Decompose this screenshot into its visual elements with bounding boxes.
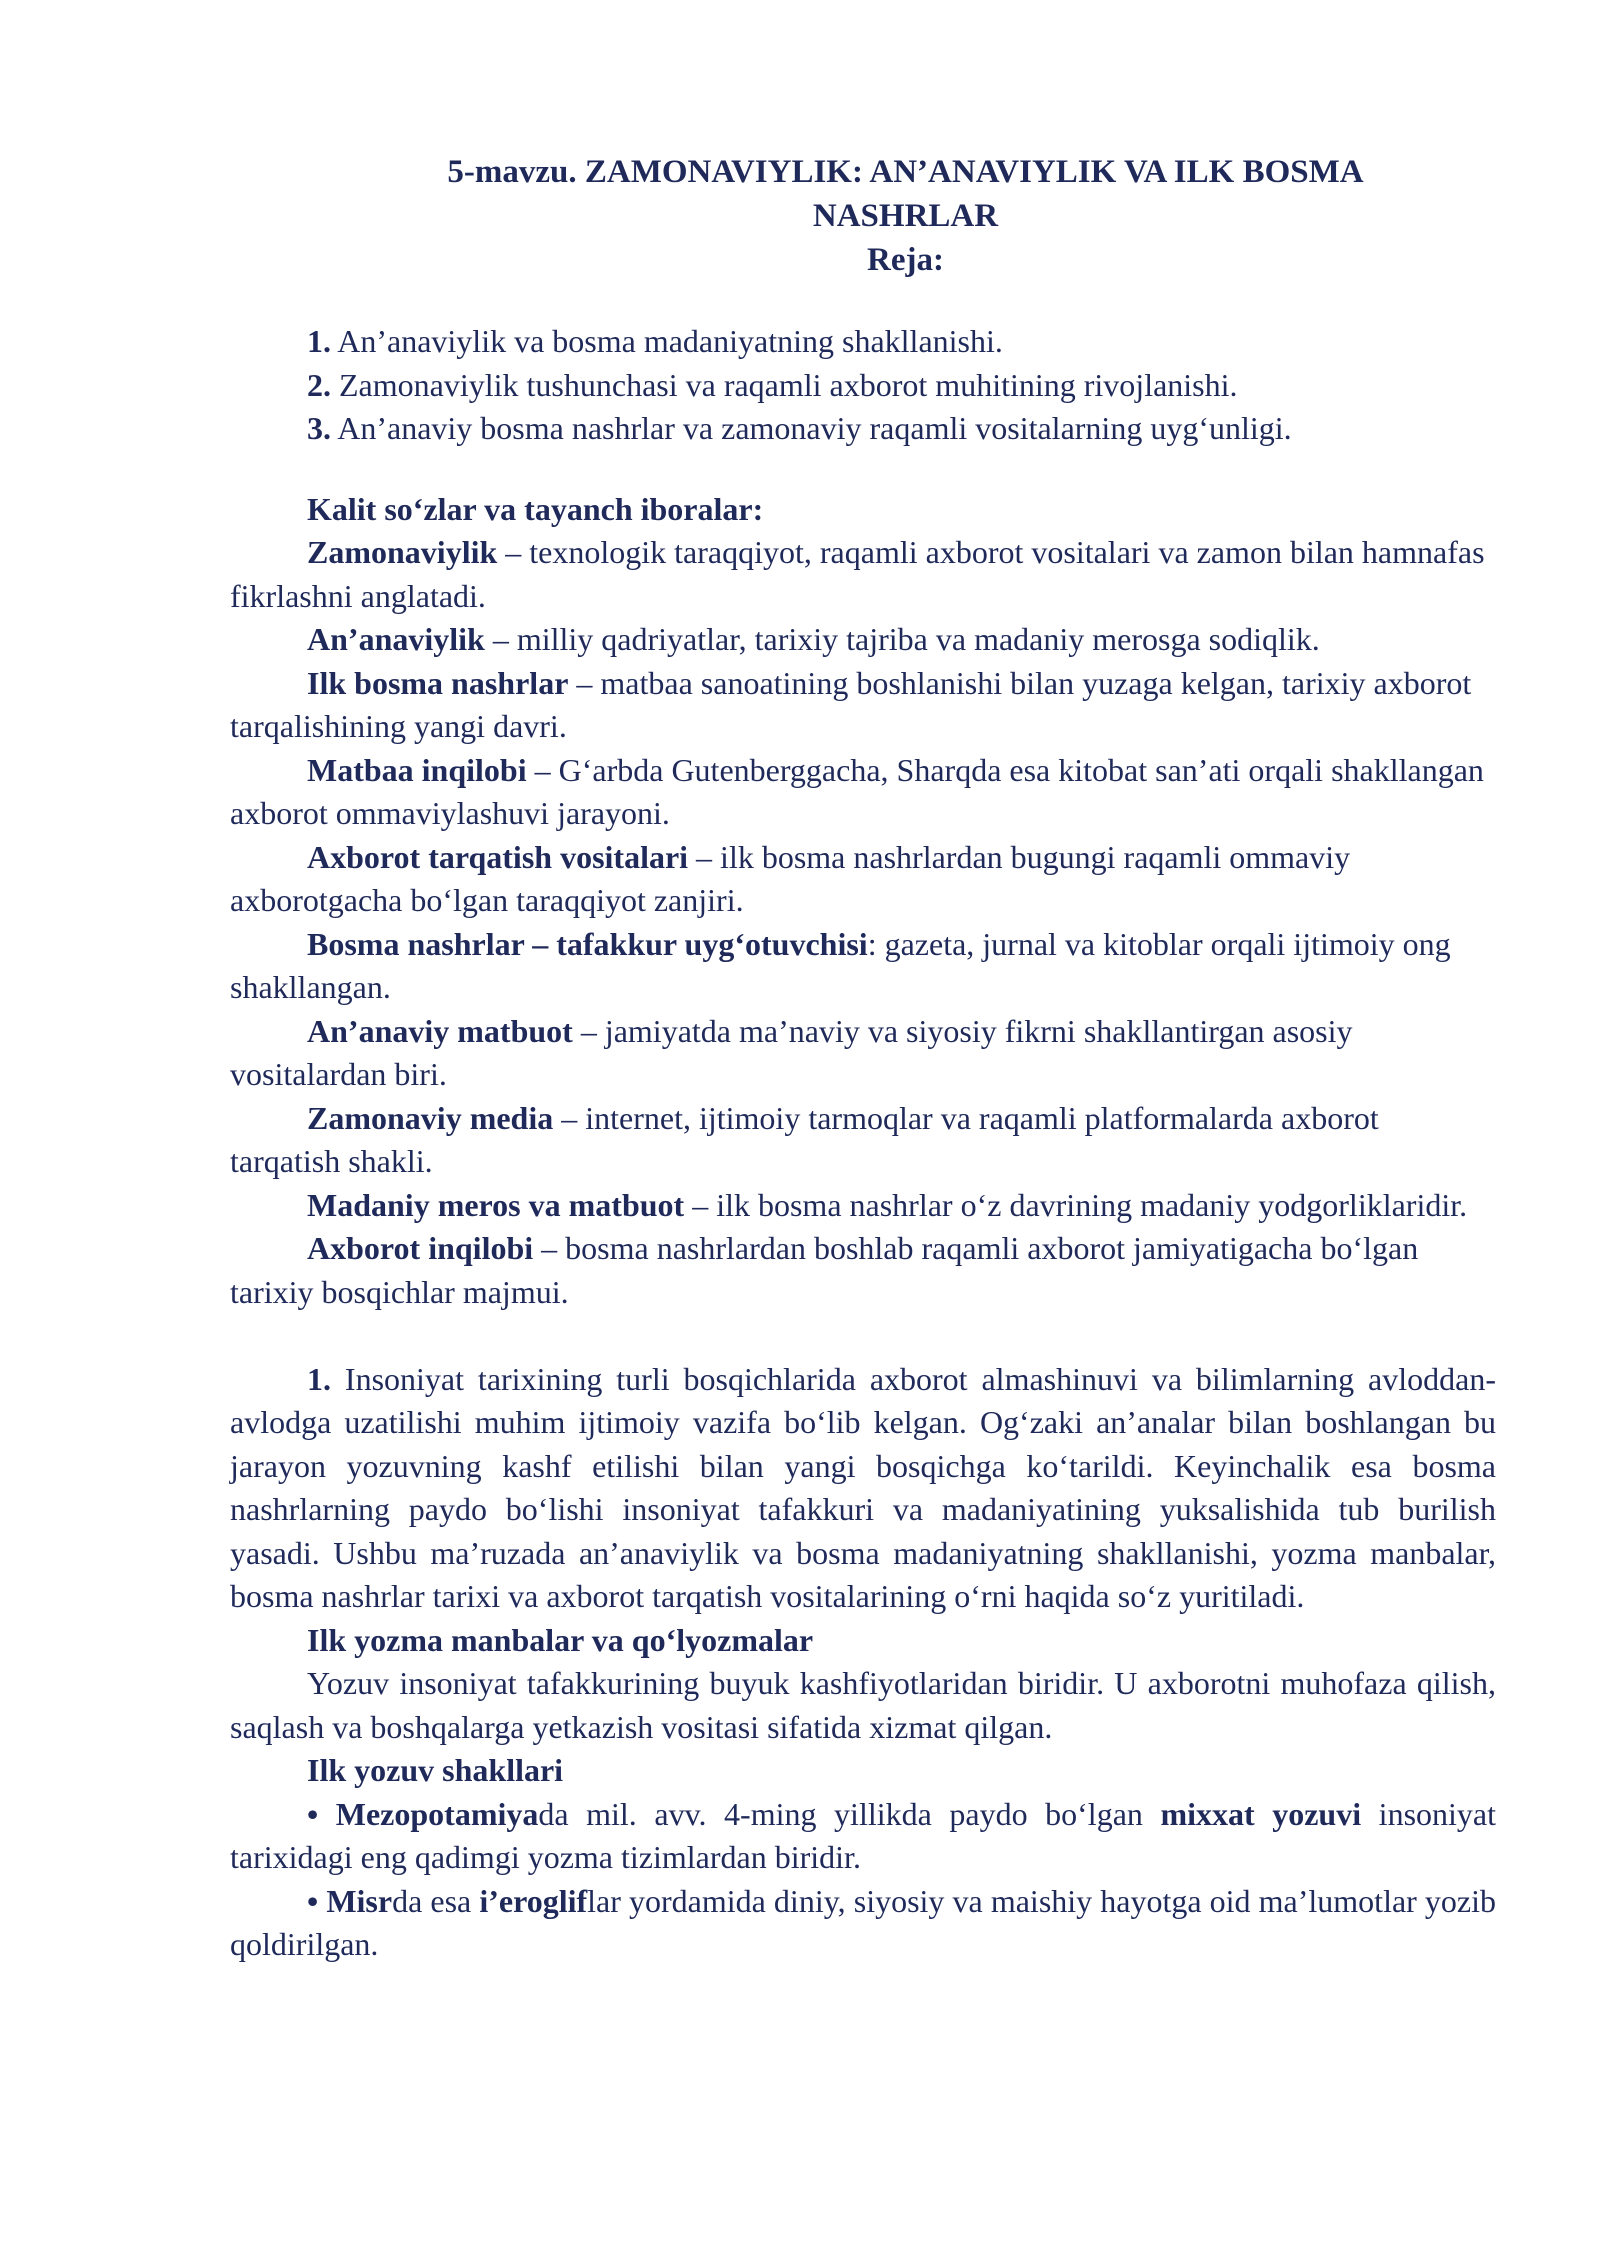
document-page: [230, 150, 1496, 1967]
bullet-marker: •: [307, 1882, 319, 1919]
keyword-definition: ilk bosma nashrlar o‘z davrining madaniy yodgorliklaridir.: [716, 1186, 1468, 1223]
bullet-term: mixxat yozuvi: [1160, 1795, 1362, 1832]
keyword-separator: –: [568, 664, 601, 701]
plan-item: [230, 320, 1496, 364]
plan-item: [230, 407, 1496, 451]
keyword-separator: –: [497, 534, 530, 570]
paragraph-writing: Yozuv insoniyat tafakkurining buyuk kashfiyotlaridan biridir. U axborotni muhofaza qilish, saqlash va boshqalarga yetkazish vositasi sifatida xizmat qilgan.: [230, 1665, 1496, 1745]
keyword-definition: bosma nashrlardan boshlab raqamli axborot jamiyatigacha bo‘lgan tarixiy bosqichlar majmui.: [230, 1230, 1419, 1310]
keyword-definition: G‘arbda Gutenberggacha, Sharqda esa kitobat san’ati orqali shakllangan axborot ommaviylashuvi jarayoni.: [230, 751, 1484, 831]
keyword-term: Matbaa inqilobi: [307, 751, 527, 788]
keyword-item: [230, 1184, 1496, 1228]
plan-item-number: 3.: [307, 410, 331, 446]
keyword-separator: –: [688, 838, 721, 875]
keyword-separator: –: [684, 1186, 717, 1223]
keyword-item: [230, 1227, 1496, 1314]
keyword-definition: ilk bosma nashrlardan bugungi raqamli ommaviy axborotgacha bo‘lgan taraqqiyot zanjiri.: [230, 838, 1351, 918]
keyword-item: [230, 749, 1496, 836]
keyword-item: [230, 1010, 1496, 1097]
bullet-term: Misr: [326, 1882, 393, 1919]
section1-intro-text: Insoniyat tarixining turli bosqichlarida axborot almashinuvi va bilimlarning avloddan-avlodga uzatilishi muhim ijtimoiy vazifa bo‘lib kelgan. Og‘zaki an’analar bilan boshlangan bu jarayon yozuvning kashf etilishi bilan yangi bosqichga ko‘tarildi. Keyinchalik esa bosma nashrlarning paydo bo‘lishi insoniyat tafakkuri va madaniyatining yuksalishida tub burilish yasadi. Ushbu ma’ruzada an’anaviylik va bosma madaniyatning shakllanishi, yozma manbalar, bosma nashrlar tarixi va axborot tarqatish vositalarining o‘rni haqida so‘z yuritiladi.: [230, 1360, 1497, 1614]
keyword-separator: –: [526, 751, 559, 788]
keyword-separator: –: [572, 1012, 605, 1049]
keyword-item: [230, 923, 1496, 1010]
keyword-term: Axborot tarqatish vositalari: [307, 838, 689, 875]
keyword-separator: :: [867, 925, 885, 962]
plan-item: [230, 364, 1496, 408]
keyword-separator: –: [553, 1099, 586, 1136]
keyword-term: An’anaviylik: [307, 621, 485, 657]
bullet-text: da mil. avv. 4-ming yillikda paydo bo‘lgan: [538, 1795, 1161, 1832]
keyword-term: Bosma nashrlar – tafakkur uyg‘otuvchisi: [307, 925, 868, 962]
keywords-list: [230, 531, 1496, 1314]
subheading-manuscripts: Ilk yozma manbalar va qo‘lyozmalar: [307, 1621, 814, 1658]
paragraph-gap: [230, 1314, 1496, 1358]
page-title-line1: 5-mavzu. ZAMONAVIYLIK: AN’ANAVIYLIK VA ILK BOSMA: [447, 154, 1364, 190]
section-number: 1.: [307, 1360, 331, 1397]
plan-item-number: 2.: [307, 366, 331, 403]
plan-item-number: 1.: [307, 323, 331, 359]
page-title-line2: NASHRLAR: [812, 198, 999, 234]
keyword-definition: matbaa sanoatining boshlanishi bilan yuzaga kelgan, tarixiy axborot tarqalishining yangi davri.: [230, 664, 1472, 744]
plan-list: [230, 320, 1496, 451]
keyword-term: Zamonaviy media: [307, 1099, 554, 1136]
keyword-term: Ilk bosma nashrlar: [307, 664, 569, 701]
plan-item-text: An’anaviy bosma nashrlar va zamonaviy raqamli vositalarning uyg‘unligi.: [337, 410, 1292, 446]
keyword-definition: milliy qadriyatlar, tarixiy tajriba va madaniy merosga sodiqlik.: [516, 621, 1320, 657]
keyword-item: [230, 618, 1496, 662]
bullet-text: lar yordamida diniy, siyosiy va maishiy hayotga oid ma’lumotlar yozib qoldirilgan.: [230, 1882, 1497, 1962]
keyword-definition: internet, ijtimoiy tarmoqlar va raqamli platformalarda axborot tarqatish shakli.: [230, 1099, 1379, 1179]
bullet-text: da esa: [392, 1882, 480, 1919]
keyword-definition: jamiyatda ma’naviy va siyosiy fikrni shakllantirgan asosiy vositalardan biri.: [230, 1012, 1353, 1092]
plan-item-text: An’anaviylik va bosma madaniyatning shakllanishi.: [337, 323, 1003, 359]
keyword-term: Zamonaviylik: [307, 534, 498, 570]
bullet-term: Mezopotamiya: [335, 1795, 539, 1832]
bullet-text: insoniyat tarixidagi eng qadimgi yozma tizimlardan biridir.: [230, 1795, 1497, 1875]
bullet-item: [230, 1880, 1496, 1967]
keyword-term: Madaniy meros va matbuot: [307, 1186, 685, 1223]
keyword-term: An’anaviy matbuot: [307, 1012, 573, 1049]
keyword-item: [230, 662, 1496, 749]
plan-heading: Reja:: [867, 242, 944, 278]
keyword-separator: –: [484, 621, 517, 657]
section1-intro: [230, 1358, 1496, 1619]
keyword-item: [230, 531, 1496, 618]
keyword-separator: –: [533, 1230, 566, 1266]
keyword-item: [230, 836, 1496, 923]
keyword-term: Axborot inqilobi: [307, 1230, 534, 1266]
plan-item-text: Zamonaviylik tushunchasi va raqamli axborot muhitining rivojlanishi.: [339, 366, 1238, 403]
keyword-item: [230, 1097, 1496, 1184]
bullet-item: [230, 1793, 1496, 1880]
bullet-term: i’eroglif: [479, 1882, 588, 1919]
subheading-writing-forms: Ilk yozuv shakllari: [307, 1752, 564, 1788]
bullet-marker: •: [307, 1795, 319, 1832]
keywords-heading: Kalit so‘zlar va tayanch iboralar:: [307, 490, 764, 527]
keyword-definition: gazeta, jurnal va kitoblar orqali ijtimoiy ong shakllangan.: [230, 925, 1451, 1005]
keyword-definition: texnologik taraqqiyot, raqamli axborot vositalari va zamon bilan hamnafas fikrlashni anglatadi.: [230, 534, 1485, 614]
